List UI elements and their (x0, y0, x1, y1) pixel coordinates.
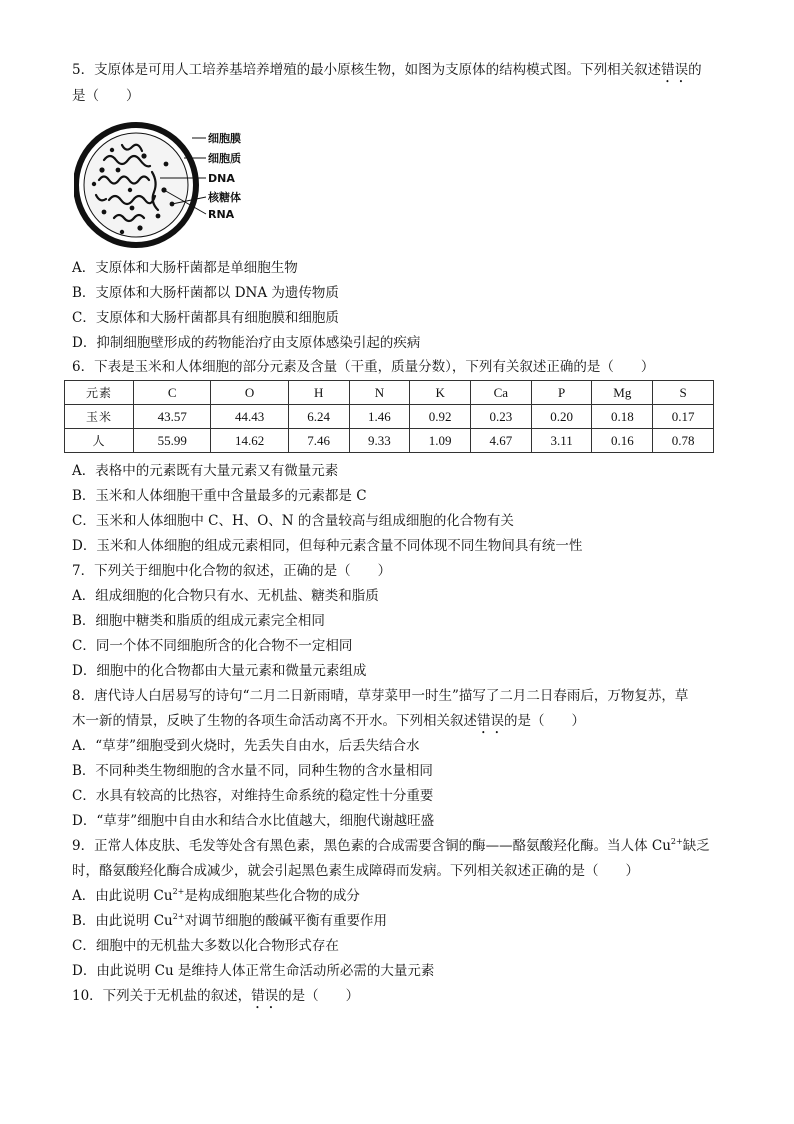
q9-option-b-tail: 对调节细胞的酸碱平衡有重要作用 (184, 913, 388, 929)
table-cell: K (410, 381, 471, 405)
q7-option-a: A．组成细胞的化合物只有水、无机盐、糖类和脂质 (72, 588, 379, 604)
q5-stem-line2: 是（ ） (72, 88, 140, 104)
mycoplasma-diagram (74, 120, 274, 250)
q9-option-a-text: A．由此说明 Cu (72, 888, 173, 904)
table-cell: 4.67 (471, 429, 532, 453)
q6-option-d: D．玉米和人体细胞的组成元素相同，但每种元素含量不同体现不同生物间具有统一性 (72, 538, 583, 554)
q5-stem (72, 60, 702, 86)
q9-option-b (72, 911, 387, 931)
q8-option-b: B．不同种类生物细胞的含水量不同，同种生物的含水量相同 (72, 763, 433, 779)
table-cell: 0.78 (653, 429, 714, 453)
table-cell: O (211, 381, 288, 405)
table-cell: 3.11 (531, 429, 592, 453)
label-dna: DNA (208, 172, 235, 185)
table-cell: N (349, 381, 410, 405)
label-cytoplasm: 细胞质 (208, 152, 241, 165)
q10-stem (72, 986, 359, 1012)
label-cell-membrane: 细胞膜 (208, 132, 241, 145)
table-cell: 0.20 (531, 405, 592, 429)
table-cell: 44.43 (211, 405, 288, 429)
q9-option-c: C．细胞中的无机盐大多数以化合物形式存在 (72, 938, 339, 954)
table-cell: 0.16 (592, 429, 653, 453)
q5-option-b: B．支原体和大肠杆菌都以 DNA 为遗传物质 (72, 285, 339, 301)
charge-superscript: 2+ (172, 887, 185, 896)
table-cell: P (531, 381, 592, 405)
table-cell: 14.62 (211, 429, 288, 453)
q10-emphasis: 错误 (251, 988, 279, 1004)
table-cell: 55.99 (134, 429, 211, 453)
label-ribosome: 核糖体 (208, 191, 241, 204)
q6-option-c: C．玉米和人体细胞中 C、H、O、N 的含量较高与组成细胞的化合物有关 (72, 513, 514, 529)
table-cell: 0.17 (653, 405, 714, 429)
q6-option-a: A．表格中的元素既有大量元素又有微量元素 (72, 463, 339, 479)
table-cell: 7.46 (288, 429, 349, 453)
q8-stem-line2 (72, 711, 585, 737)
q8-option-d: D．“草芽”细胞中自由水和结合水比值越大，细胞代谢越旺盛 (72, 813, 435, 829)
q9-stem-text: 9．正常人体皮肤、毛发等处含有黑色素，黑色素的合成需要含铜的酶——酪氨酸羟化酶。当人体 Cu (72, 838, 671, 854)
q8-stem-text: 木一新的情景，反映了生物的各项生命活动离不开水。下列相关叙述 (72, 713, 477, 729)
q6-option-b: B．玉米和人体细胞干重中含量最多的元素都是 C (72, 488, 367, 504)
q7-stem: 7．下列关于细胞中化合物的叙述，正确的是（ ） (72, 563, 392, 579)
q10-stem-tail: 的是（ ） (278, 988, 360, 1004)
table-cell: 43.57 (134, 405, 211, 429)
q8-option-c: C．水具有较高的比热容，对维持生命系统的稳定性十分重要 (72, 788, 434, 804)
table-cell: 1.09 (410, 429, 471, 453)
q9-option-b-text: B．由此说明 Cu (72, 913, 173, 929)
charge-superscript: 2+ (670, 837, 683, 846)
element-table (64, 380, 714, 453)
q9-option-a (72, 886, 360, 906)
table-header-row (65, 381, 714, 405)
q8-option-a: A．“草芽”细胞受到火烧时，先丢失自由水，后丢失结合水 (72, 738, 420, 754)
q5-emphasis: 错误 (661, 62, 689, 78)
label-rna: RNA (208, 208, 235, 221)
table-cell: 0.23 (471, 405, 532, 429)
table-row (65, 405, 714, 429)
q5-option-a: A．支原体和大肠杆菌都是单细胞生物 (72, 260, 298, 276)
table-cell: 元素 (65, 381, 134, 405)
table-cell: 0.92 (410, 405, 471, 429)
q5-option-c: C．支原体和大肠杆菌都具有细胞膜和细胞质 (72, 310, 339, 326)
q9-stem-tail: 缺乏 (682, 838, 710, 854)
q6-stem: 6．下表是玉米和人体细胞的部分元素及含量（干重，质量分数），下列有关叙述正确的是（ ） (72, 359, 655, 375)
q7-option-b: B．细胞中糖类和脂质的组成元素完全相同 (72, 613, 325, 629)
q9-stem-line2: 时，酪氨酸羟化酶合成减少，就会引起黑色素生成障碍而发病。下列相关叙述正确的是（ ） (72, 863, 639, 879)
table-cell: 玉米 (65, 405, 134, 429)
q5-stem-tail: 的 (688, 62, 702, 78)
q7-option-d: D．细胞中的化合物都由大量元素和微量元素组成 (72, 663, 367, 679)
q8-emphasis: 错误 (477, 713, 504, 729)
q5-option-d: D．抑制细胞壁形成的药物能治疗由支原体感染引起的疾病 (72, 335, 421, 351)
table-cell: Mg (592, 381, 653, 405)
table-cell: 人 (65, 429, 134, 453)
q9-stem-line1 (72, 836, 710, 856)
q8-stem-tail: 的是（ ） (504, 713, 585, 729)
table-cell: C (134, 381, 211, 405)
q9-option-d: D．由此说明 Cu 是维持人体正常生命活动所必需的大量元素 (72, 963, 435, 979)
q10-stem-text: 10．下列关于无机盐的叙述， (72, 988, 252, 1004)
q9-option-a-tail: 是构成细胞某些化合物的成分 (184, 888, 360, 904)
table-cell: H (288, 381, 349, 405)
q5-stem-text: 5．支原体是可用人工培养基培养增殖的最小原核生物，如图为支原体的结构模式图。下列相关叙述 (72, 62, 662, 78)
q7-option-c: C．同一个体不同细胞所含的化合物不一定相同 (72, 638, 353, 654)
table-row (65, 429, 714, 453)
q8-stem-line1: 8．唐代诗人白居易写的诗句“二月二日新雨晴，草芽菜甲一时生”描写了二月二日春雨后，万物复苏，草 (72, 688, 689, 704)
table-cell: 6.24 (288, 405, 349, 429)
table-cell: S (653, 381, 714, 405)
charge-superscript: 2+ (172, 912, 185, 921)
table-cell: 9.33 (349, 429, 410, 453)
table-cell: Ca (471, 381, 532, 405)
table-cell: 1.46 (349, 405, 410, 429)
table-cell: 0.18 (592, 405, 653, 429)
